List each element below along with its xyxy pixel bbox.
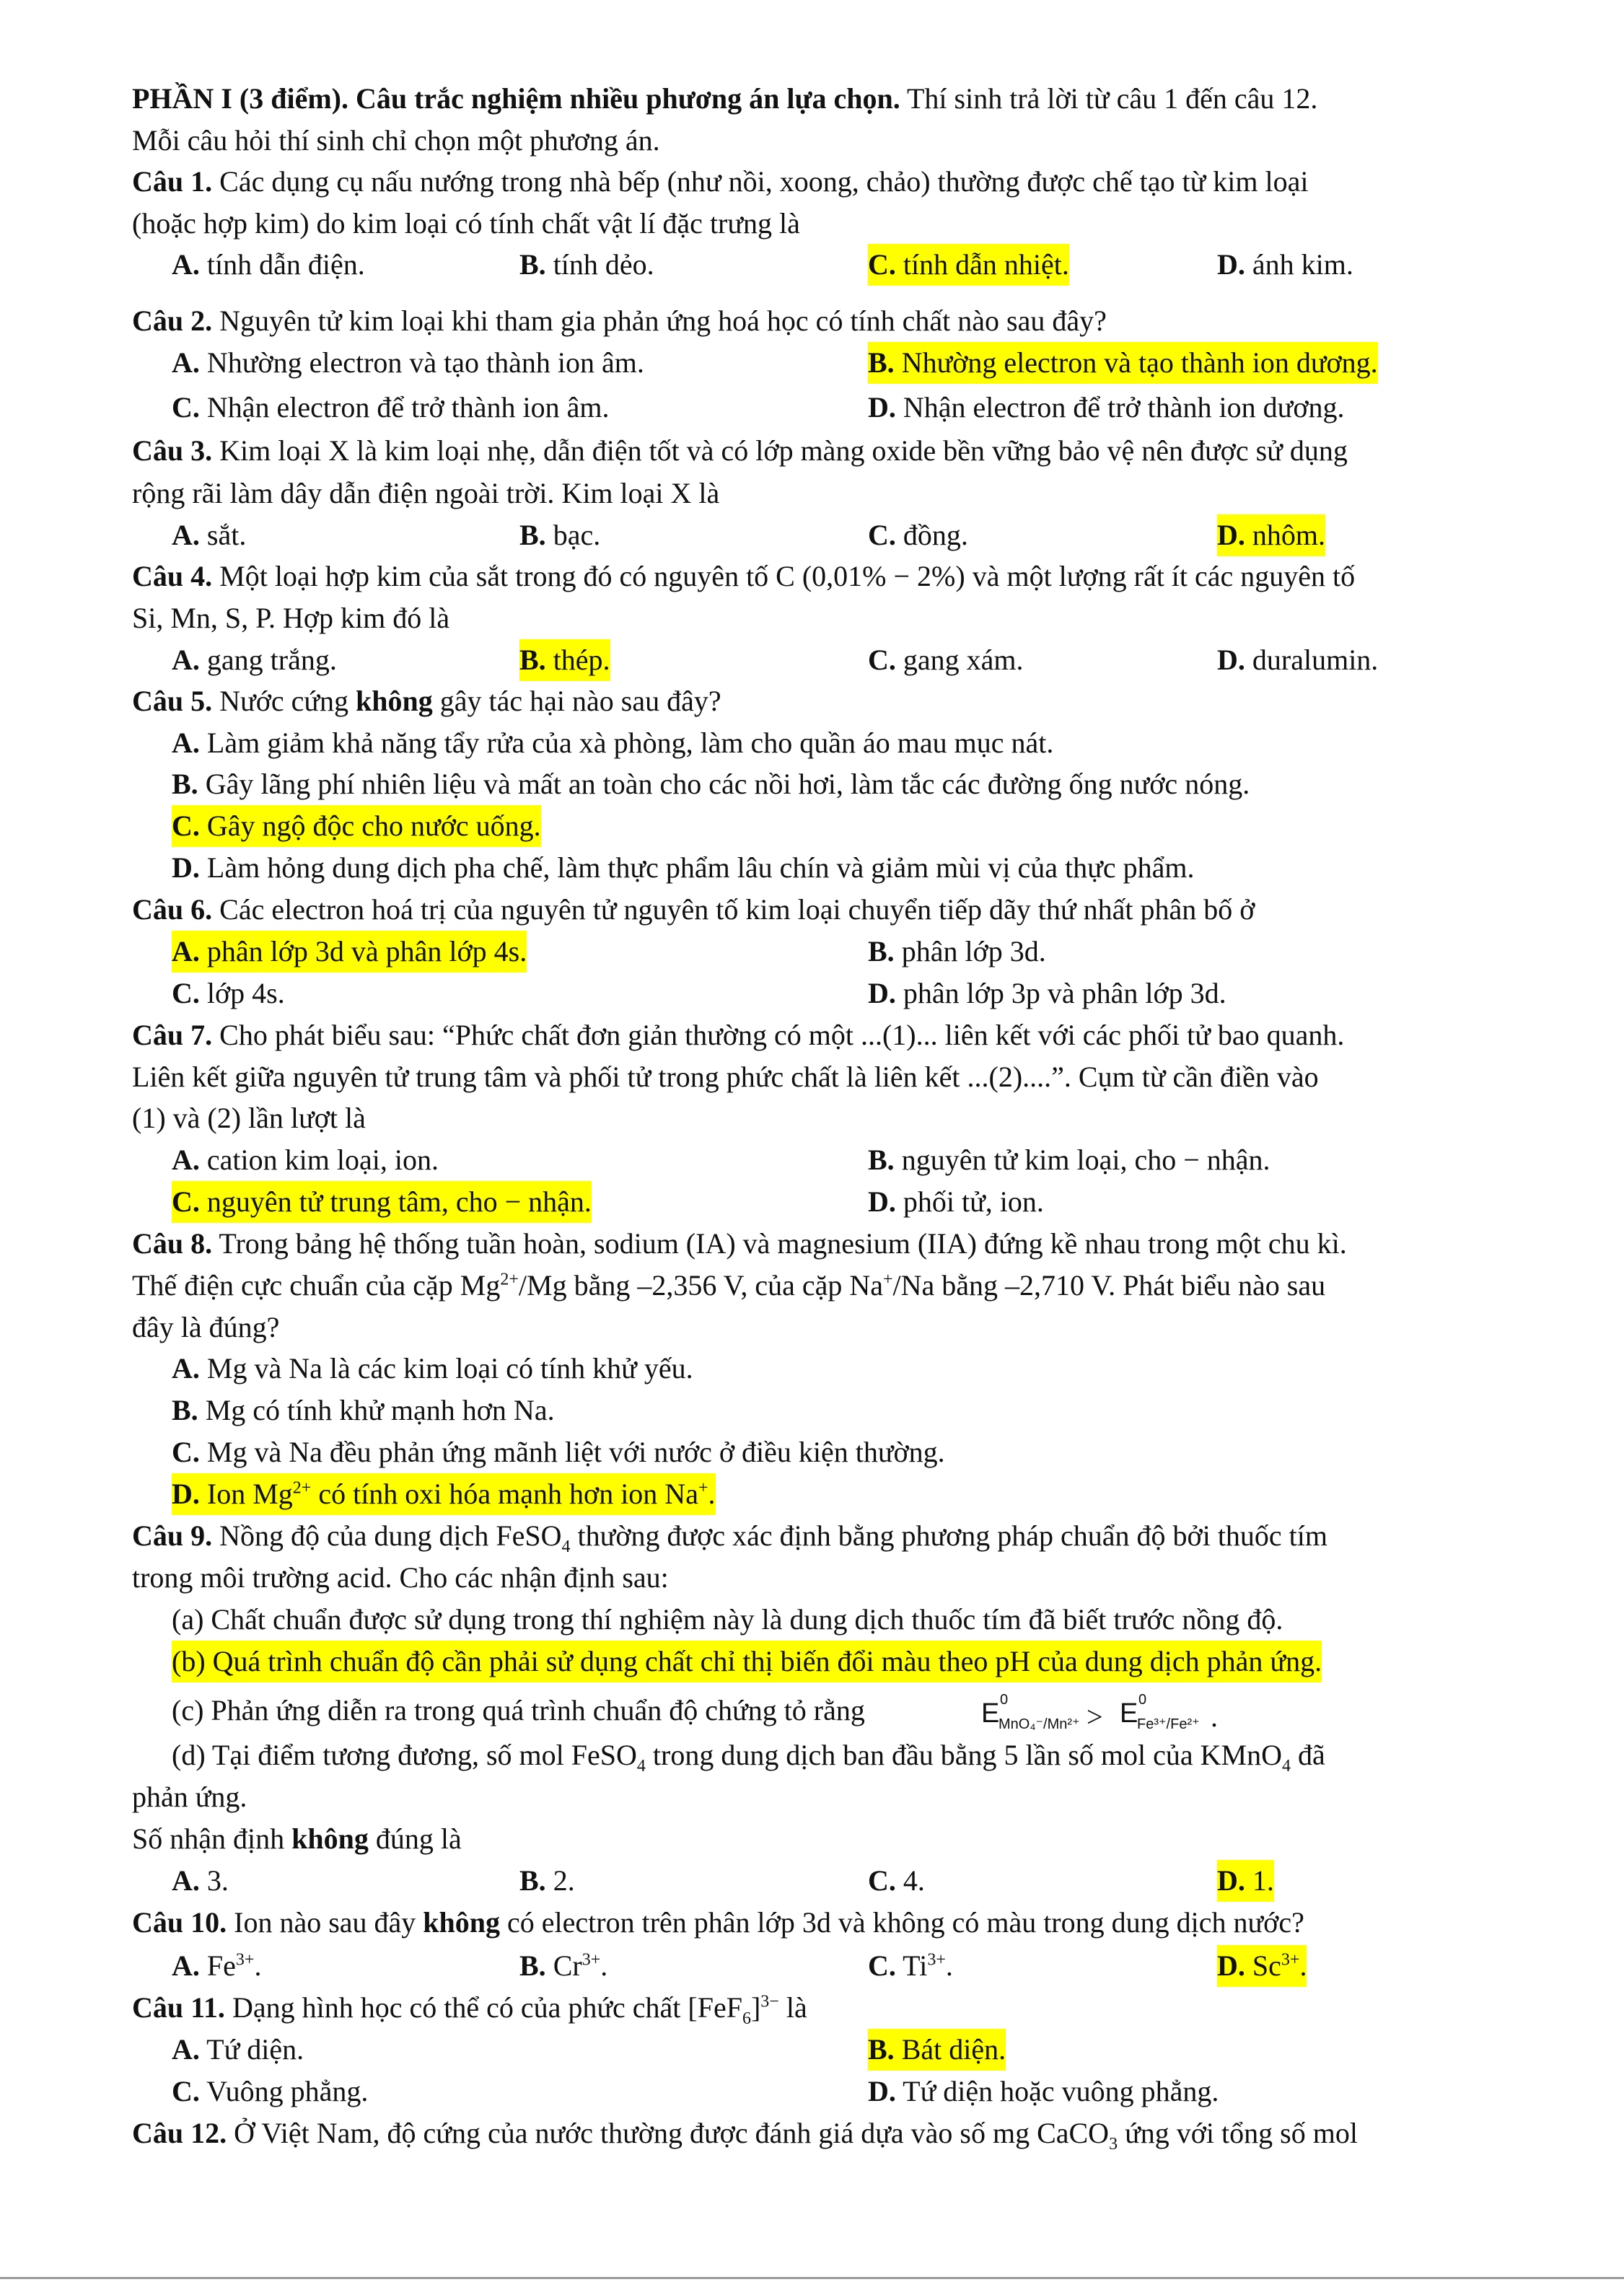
question-4-stem: Câu 4. Một loại hợp kim của sắt trong đó có nguyên tố C (0,01% − 2%) và một lượng rất ít các nguyên tố (132, 560, 1356, 592)
question-10-stem: Câu 10. Ion nào sau đây không có electron trên phân lớp 3d và không có màu trong dung dịch nước? (132, 1906, 1304, 1939)
question-5-option-c (0, 805, 1624, 847)
question-7-options-1 (0, 1139, 1624, 1181)
question-7-stem-3: (1) và (2) lần lượt là (132, 1102, 366, 1134)
question-5-option-b: B. Gây lãng phí nhiên liệu và mất an toàn cho các nồi hơi, làm tắc các đường ống nước nóng. (172, 768, 1250, 800)
question-11-stem: Câu 11. Dạng hình học có thể có của phức chất $[FeF_6]^{3-}$ là (132, 1991, 807, 2028)
option-d-highlighted: D. 1. (1217, 1860, 1274, 1902)
potential-inequality: E 0 MnO₄⁻/Mn²⁺ > E 0 Fe³⁺/Fe²⁺ . (981, 1692, 1218, 1733)
question-8-option-c: C. Mg và Na đều phản ứng mãnh liệt với nước ở điều kiện thường. (172, 1436, 945, 1468)
option-d: D. duralumin. (1217, 644, 1379, 676)
option-b: B. bạc. (519, 519, 601, 551)
statement-b-highlighted: (b) Quá trình chuẩn độ cần phải sử dụng chất chỉ thị biến đổi màu theo pH của dung dịch phản ứng. (172, 1641, 1322, 1682)
option-d-highlighted: D. Ion $Mg^{2+}$ có tính oxi hóa mạnh hơn ion Na+. (172, 1473, 716, 1515)
question-10-options (0, 1945, 1624, 1987)
option-b: B. $Cr^{3+}$. (519, 1949, 608, 1982)
question-2-options-2 (0, 387, 1624, 429)
question-1-stem-2: (hoặc hợp kim) do kim loại có tính chất vật lí đặc trưng là (132, 207, 800, 240)
option-d: D. ánh kim. (1217, 248, 1353, 281)
question-2-stem: Câu 2. Nguyên tử kim loại khi tham gia phản ứng hoá học có tính chất nào sau đây? (132, 304, 1107, 337)
question-7-stem-2: Liên kết giữa nguyên tử trung tâm và phối tử trong phức chất là liên kết ...(2)....”. Cụm từ cần điền vào (132, 1061, 1319, 1093)
option-a: A. Tứ diện. (172, 2033, 304, 2066)
question-9-options (0, 1860, 1624, 1902)
statement-d-2: phản ứng. (132, 1781, 247, 1813)
option-b: B. 2. (519, 1864, 575, 1897)
option-b-highlighted: B. thép. (519, 639, 610, 681)
option-d: D. Tứ diện hoặc vuông phẳng. (868, 2075, 1219, 2107)
part-note: Mỗi câu hỏi thí sinh chỉ chọn một phương án. (132, 124, 660, 157)
option-a: A. Nhường electron và tạo thành ion âm. (172, 346, 644, 379)
question-1-options (0, 244, 1624, 286)
statement-b (0, 1641, 1624, 1682)
question-label: Câu 1. (132, 165, 213, 198)
part-title: PHẦN I (3 điểm). Câu trắc nghiệm nhiều phương án lựa chọn. (132, 82, 900, 115)
option-c-highlighted: C. tính dẫn nhiệt. (868, 244, 1069, 286)
option-b: B. tính dẻo. (519, 248, 654, 281)
question-5-option-d: D. Làm hỏng dung dịch pha chế, làm thực phẩm lâu chín và giảm mùi vị của thực phẩm. (172, 851, 1195, 884)
part-heading (0, 78, 1624, 120)
question-4-stem-2: Si, Mn, S, P. Hợp kim đó là (132, 602, 450, 634)
question-9-ask: Số nhận định không đúng là (132, 1822, 462, 1855)
question-4-options (0, 639, 1624, 681)
option-c: C. $Ti^{3+}$. (868, 1949, 953, 1982)
option-c: C. lớp 4s. (172, 977, 285, 1009)
question-8-option-b: B. Mg có tính khử mạnh hơn Na. (172, 1394, 555, 1426)
question-1-stem: Câu 1. Các dụng cụ nấu nướng trong nhà bếp (như nồi, xoong, chảo) thường được chế tạo từ kim loại (132, 165, 1309, 198)
option-a-highlighted: A. phân lớp 3d và phân lớp 4s. (172, 931, 527, 973)
option-b: B. nguyên tử kim loại, cho − nhận. (868, 1144, 1270, 1176)
option-b-highlighted: B. Nhường electron và tạo thành ion dương. (868, 342, 1378, 384)
question-3-stem: Câu 3. Kim loại X là kim loại nhẹ, dẫn điện tốt và có lớp màng oxide bền vững bảo vệ nên được sử dụng (132, 434, 1348, 467)
part-instruction: Thí sinh trả lời từ câu 1 đến câu 12. (900, 82, 1318, 115)
question-3-stem-2: rộng rãi làm dây dẫn điện ngoài trời. Kim loại X là (132, 477, 720, 509)
statement-a: (a) Chất chuẩn được sử dụng trong thí nghiệm này là dung dịch thuốc tím đã biết trước nồng độ. (172, 1603, 1283, 1636)
option-b: B. phân lớp 3d. (868, 935, 1046, 967)
option-d: D. Nhận electron để trở thành ion dương. (868, 391, 1345, 424)
question-7-options-2 (0, 1181, 1624, 1223)
option-d: D. phân lớp 3p và phân lớp 3d. (868, 977, 1226, 1009)
option-b-highlighted: B. Bát diện. (868, 2029, 1006, 2071)
option-d-highlighted: D. $Sc^{3+}$. (1217, 1945, 1307, 1987)
option-c: C. Vuông phẳng. (172, 2075, 369, 2107)
question-8-stem-2: Thế điện cực chuẩn của cặp $Mg^{2+}/Mg$ bằng –2,356 V, của cặp Na+/Na bằng –2,710 V. Phát biểu nào sau (132, 1269, 1326, 1302)
option-a: A. $Fe^{3+}$. (172, 1949, 262, 1982)
question-3-options (0, 514, 1624, 556)
question-5-option-a: A. Làm giảm khả năng tẩy rửa của xà phòng, làm cho quần áo mau mục nát. (172, 727, 1054, 759)
option-d: D. phối tử, ion. (868, 1185, 1044, 1218)
question-8-option-a: A. Mg và Na là các kim loại có tính khử yếu. (172, 1352, 693, 1385)
statement-d: (d) Tại điểm tương đương, số mol FeSO$_4$ trong dung dịch ban đầu bằng 5 lần số mol của KMnO$_4$ đã (172, 1739, 1325, 1776)
option-c-highlighted: C. nguyên tử trung tâm, cho − nhận. (172, 1181, 592, 1223)
question-5-stem: Câu 5. Nước cứng không gây tác hại nào sau đây? (132, 685, 721, 717)
option-a: A. cation kim loại, ion. (172, 1144, 439, 1176)
option-a: A. sắt. (172, 519, 247, 551)
question-11-options-1 (0, 2029, 1624, 2071)
question-6-options-1 (0, 931, 1624, 973)
page-bottom-rule (0, 2277, 1624, 2279)
question-6-options-2 (0, 973, 1624, 1014)
question-9-stem-2: trong môi trường acid. Cho các nhận định sau: (132, 1561, 669, 1594)
question-12-stem: Câu 12. Ở Việt Nam, độ cứng của nước thường được đánh giá dựa vào số mg CaCO$_3$ ứng với tổng số mol (132, 2117, 1358, 2154)
option-a: A. 3. (172, 1864, 229, 1897)
question-8-option-d (0, 1473, 1624, 1515)
option-c: C. Nhận electron để trở thành ion âm. (172, 391, 610, 424)
question-8-stem: Câu 8. Trong bảng hệ thống tuần hoàn, sodium (IA) và magnesium (IIA) đứng kề nhau trong một chu kì. (132, 1227, 1347, 1260)
question-6-stem: Câu 6. Các electron hoá trị của nguyên tử nguyên tố kim loại chuyển tiếp dãy thứ nhất phân bố ở (132, 893, 1255, 926)
statement-c: (c) Phản ứng diễn ra trong quá trình chuẩn độ chứng tỏ rằng E 0 MnO₄⁻/Mn²⁺ > E 0 Fe³⁺/Fe²⁺ . (0, 1690, 1624, 1732)
option-a: A. gang trắng. (172, 644, 337, 676)
option-c-highlighted: C. Gây ngộ độc cho nước uống. (172, 805, 541, 847)
option-c: C. đồng. (868, 519, 968, 551)
question-11-options-2 (0, 2071, 1624, 2112)
question-7-stem: Câu 7. Cho phát biểu sau: “Phức chất đơn giản thường có một ...(1)... liên kết với các phối tử bao quanh. (132, 1019, 1345, 1051)
question-9-stem: Câu 9. Nồng độ của dung dịch FeSO$_4$ thường được xác định bằng phương pháp chuẩn độ bởi thuốc tím (132, 1519, 1328, 1556)
option-a: A. tính dẫn điện. (172, 248, 365, 281)
question-2-options-1 (0, 342, 1624, 384)
question-8-stem-3: đây là đúng? (132, 1311, 280, 1343)
option-d-highlighted: D. nhôm. (1217, 514, 1325, 556)
option-c: C. 4. (868, 1864, 925, 1897)
option-c: C. gang xám. (868, 644, 1024, 676)
